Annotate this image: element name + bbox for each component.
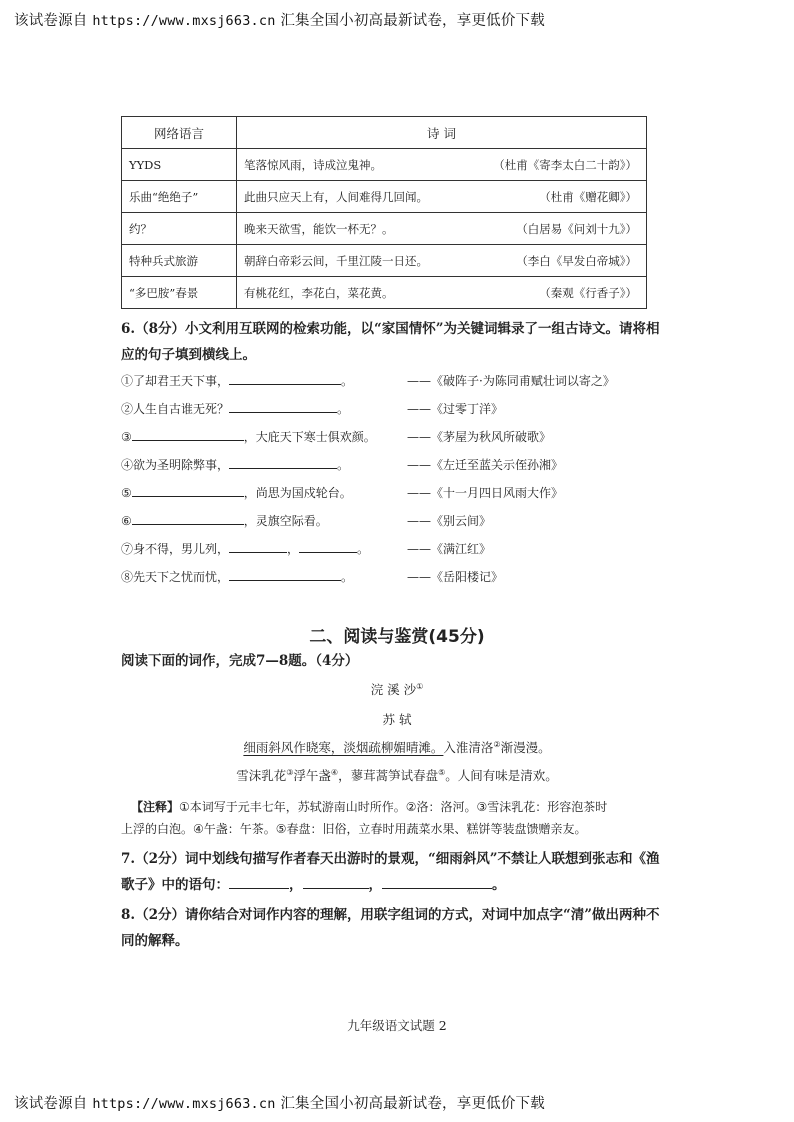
q6-number: 6.	[121, 321, 136, 337]
poem-line: 有桃花红，李花白，菜花黄。	[244, 285, 394, 300]
poem-source: （杜甫《寄李太白二十韵》）	[493, 157, 637, 172]
answer-blank[interactable]	[229, 876, 289, 889]
top-banner	[14, 9, 545, 30]
fill-in-item	[121, 512, 492, 529]
fill-suffix: 。	[341, 570, 354, 584]
poem-line: 朝辞白帝彩云间，千里江陵一日还。	[244, 253, 428, 268]
answer-blank[interactable]	[229, 540, 287, 553]
fill-in-item: ⑦身不得，男儿列， ， 。 ——《满江红》	[121, 542, 492, 556]
fill-source: ——《茅屋为秋风所破歌》	[407, 430, 552, 444]
net-term: 特种兵式旅游	[122, 245, 237, 277]
poem-title: 浣 溪 沙①	[370, 681, 424, 697]
fill-source: ——《满江红》	[407, 542, 492, 556]
poem-source: （秦观《行香子》）	[539, 285, 637, 300]
banner-prefix: 该试卷源自	[14, 1096, 88, 1112]
reading-instruction: 阅读下面的词作，完成7—8题。（4分）	[121, 653, 359, 669]
fill-source: ——《破阵子·为陈同甫赋壮词以寄之》	[407, 374, 615, 388]
table-row	[122, 181, 647, 213]
poem-cell	[237, 245, 647, 277]
poem-author: 苏 轼	[382, 712, 412, 727]
fill-suffix: 。	[337, 458, 350, 472]
banner-prefix: 该试卷源自	[14, 13, 88, 29]
fill-source: ——《左迁至蓝关示侄孙湘》	[407, 458, 564, 472]
table-row	[122, 213, 647, 245]
fill-source: ——《十一月四日风雨大作》	[407, 486, 564, 500]
underlined-line: 细雨斜风作晓寒，淡烟疏柳媚晴滩。	[243, 740, 444, 755]
net-language-table	[121, 116, 647, 309]
fill-prefix: ⑧先天下之忧而忧，	[121, 570, 230, 584]
poem-cell	[237, 213, 647, 245]
fill-prefix: ②人生自古谁无死？	[121, 402, 230, 416]
answer-blank[interactable]	[299, 540, 357, 553]
q6-text: （8分）小文利用互联网的检索功能，以“家国情怀”为关键词辑录了一组古诗文。请将相应的句子填到横线上。	[121, 321, 660, 363]
answer-blank[interactable]	[382, 876, 492, 889]
fill-source: ——《别云间》	[407, 514, 492, 528]
poem-line: 此曲只应天上有，人间难得几回闻。	[244, 189, 428, 204]
fill-suffix: ，灵旗空际看。	[243, 514, 328, 528]
answer-blank[interactable]	[132, 512, 244, 525]
fill-prefix: ⑦身不得，男儿列，	[121, 542, 230, 556]
question-6	[121, 316, 661, 368]
answer-blank[interactable]	[229, 456, 337, 469]
banner-suffix: 汇集全国小初高最新试卷，享更低价下载	[280, 13, 545, 29]
fill-source: ——《过零丁洋》	[407, 402, 504, 416]
fill-in-item	[121, 372, 615, 389]
table-row	[122, 245, 647, 277]
answer-blank[interactable]	[132, 428, 244, 441]
poem-source: （白居易《问刘十九》）	[516, 221, 637, 236]
fill-prefix: ③	[121, 430, 132, 444]
fill-in-item	[121, 484, 564, 501]
fill-prefix: ⑥	[121, 514, 132, 528]
fill-suffix: ，尚思为国戍轮台。	[243, 486, 352, 500]
section-title: 二、阅读与鉴赏(45分)	[309, 627, 485, 647]
table-row	[122, 149, 647, 181]
fill-source: ——《岳阳楼记》	[407, 570, 504, 584]
net-term: YYDS	[122, 149, 237, 181]
fill-in-item	[121, 568, 504, 585]
fill-prefix: ⑤	[121, 486, 132, 500]
answer-blank[interactable]	[229, 400, 337, 413]
poem-cell	[237, 149, 647, 181]
poem-source: （李白《早发白帝城》）	[516, 253, 637, 268]
poem-line: 晚来天欲雪，能饮一杯无？。	[244, 221, 394, 236]
banner-url[interactable]: https://www.mxsj663.cn	[92, 1096, 276, 1112]
fill-suffix: 。	[357, 542, 370, 556]
question-8: 8.（2分）请你结合对词作内容的理解，用联字组词的方式，对词中加点字“清”做出两种不同的解释。	[121, 907, 660, 949]
fill-in-item	[121, 456, 564, 473]
answer-blank[interactable]	[229, 568, 341, 581]
header-poem: 诗 词	[237, 117, 647, 149]
net-term: 约？	[122, 213, 237, 245]
fill-suffix: 。	[337, 402, 350, 416]
poem-cell	[237, 181, 647, 213]
banner-suffix: 汇集全国小初高最新试卷，享更低价下载	[280, 1096, 545, 1112]
table-row	[122, 277, 647, 309]
fill-in-item	[121, 400, 504, 417]
page-footer: 九年级语文试题 2	[347, 1018, 447, 1033]
notes: 【注释】①本词写于元丰七年，苏轼游南山时所作。②洛：洛河。③雪沫乳花：形容泡茶时 上浮的白泡。④午盏：午茶。⑤春盘：旧俗，立春时用蔬菜水果、糕饼等装盘馈赠亲友。	[121, 800, 608, 836]
net-term: “多巴胺”春景	[122, 277, 237, 309]
answer-blank[interactable]	[303, 876, 369, 889]
fill-suffix: 。	[341, 374, 354, 388]
notes-label: 【注释】	[131, 800, 180, 814]
poem-cell	[237, 277, 647, 309]
answer-blank[interactable]	[132, 484, 244, 497]
fill-prefix: ①了却君王天下事，	[121, 374, 230, 388]
answer-blank[interactable]	[229, 372, 341, 385]
poem-source: （杜甫《赠花卿》）	[539, 189, 637, 204]
poem-line-1: 细雨斜风作晓寒，淡烟疏柳媚晴滩。入淮清洛②渐漫漫。	[243, 739, 551, 755]
net-term: 乐曲“绝绝子”	[122, 181, 237, 213]
fill-in-item	[121, 428, 552, 445]
question-7: 7.（2分）词中划线句描写作者春天出游时的景观，“细雨斜风”不禁让人联想到张志和《渔歌子》中的语句： ， ， 。	[121, 851, 660, 893]
poem-line-2: 雪沫乳花③浮午盏④，蓼茸蒿笋试春盘⑤。人间有味是清欢。	[236, 767, 558, 783]
header-net-language: 网络语言	[122, 117, 237, 149]
poem-line: 笔落惊风雨，诗成泣鬼神。	[244, 157, 382, 172]
fill-suffix: ，大庇天下寒士俱欢颜。	[243, 430, 376, 444]
banner-url[interactable]: https://www.mxsj663.cn	[92, 13, 276, 29]
fill-prefix: ④欲为圣明除弊事，	[121, 458, 230, 472]
bottom-banner	[14, 1092, 545, 1113]
